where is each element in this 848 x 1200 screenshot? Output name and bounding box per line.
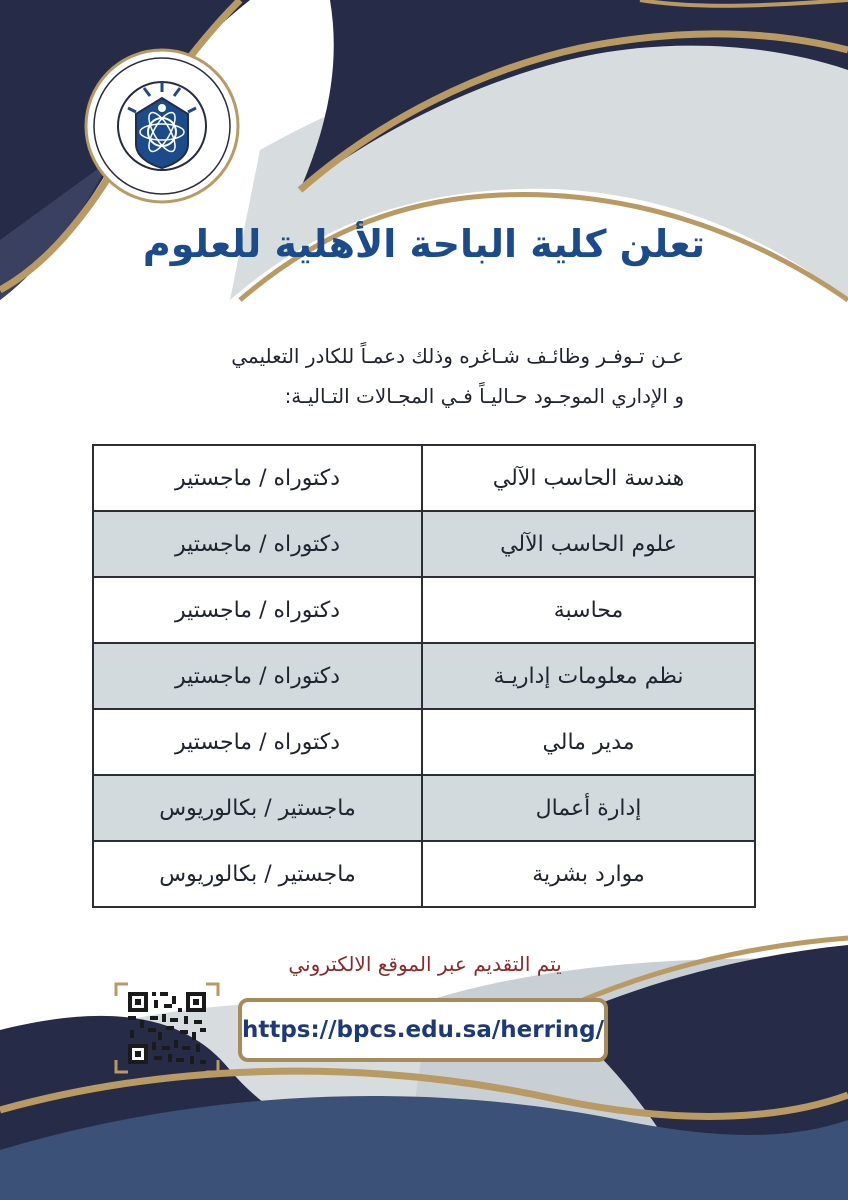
job-field: محاسبة [422,577,755,643]
page-title: تعلن كلية الباحة الأهلية للعلوم [142,222,706,266]
jobs-table [92,444,756,908]
table-row [93,841,755,907]
job-field: إدارة أعمال [422,775,755,841]
qr-code-icon[interactable] [114,982,220,1074]
url-box[interactable] [238,998,608,1062]
job-field: مدير مالي [422,709,755,775]
intro-line-1: عـن تـوفـر وظائـف شـاغره وذلك دعمـاً للكادر التعليمي [231,344,684,368]
table-row [93,643,755,709]
job-degree: ماجستير / بكالوريوس [93,841,422,907]
table-row [93,577,755,643]
apply-text: يتم التقديم عبر الموقع الالكتروني [288,952,562,976]
intro-line-2: و الإداري الموجـود حـاليـاً فـي المجـالات التـاليـة: [284,384,684,408]
job-degree: دكتوراه / ماجستير [93,511,422,577]
job-field: هندسة الحاسب الآلي [422,445,755,511]
job-field: نظم معلومات إداريـة [422,643,755,709]
job-degree: دكتوراه / ماجستير [93,445,422,511]
job-degree: دكتوراه / ماجستير [93,643,422,709]
job-degree: دكتوراه / ماجستير [93,709,422,775]
table-row [93,511,755,577]
job-field: علوم الحاسب الآلي [422,511,755,577]
college-seal-icon [84,48,240,204]
application-url-link[interactable]: https://bpcs.edu.sa/herring/ [241,1017,605,1043]
intro-text [124,336,684,416]
table-row [93,445,755,511]
job-degree: دكتوراه / ماجستير [93,577,422,643]
job-field: موارد بشرية [422,841,755,907]
table-row [93,709,755,775]
job-degree: ماجستير / بكالوريوس [93,775,422,841]
table-row [93,775,755,841]
